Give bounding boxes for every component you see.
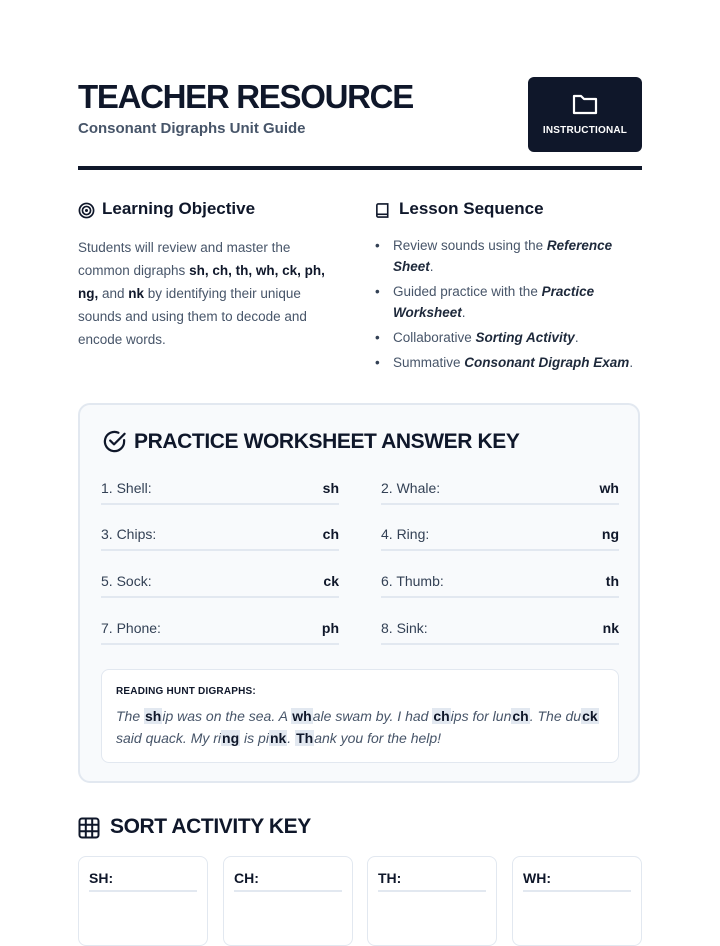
- answer-row: [101, 523, 339, 551]
- answer-value: wh: [599, 480, 619, 496]
- list-item: • Collaborative Sorting Activity.: [375, 327, 645, 348]
- digraph-highlight: ng: [222, 730, 240, 746]
- lesson-sequence-list: [375, 235, 645, 373]
- sort-column-divider: [234, 890, 342, 892]
- list-item: • Guided practice with the Practice Worksheet.: [375, 281, 645, 323]
- answer-key-card: [78, 403, 640, 783]
- answer-key-title: PRACTICE WORKSHEET ANSWER KEY: [134, 430, 520, 453]
- page-subtitle: Consonant Digraphs Unit Guide: [78, 120, 306, 137]
- answer-label: 2. Whale:: [381, 480, 441, 496]
- digraph-highlight: ck: [582, 708, 598, 724]
- list-item: • Review sounds using the Reference Sheet.: [375, 235, 645, 277]
- sort-column-th: [367, 856, 497, 946]
- page-title: TEACHER RESOURCE: [78, 78, 413, 115]
- sort-column-label: WH:: [523, 870, 551, 886]
- folder-icon: [571, 92, 599, 116]
- sort-column-sh: [78, 856, 208, 946]
- answer-row: [381, 477, 619, 505]
- answer-label: 6. Thumb:: [381, 573, 444, 589]
- digraph-highlight: Th: [296, 730, 314, 746]
- lesson-sequence-section: [375, 198, 643, 377]
- answer-value: ph: [321, 620, 339, 636]
- answer-label: 5. Sock:: [101, 573, 152, 589]
- answer-value: ch: [322, 526, 339, 542]
- answer-row: [381, 523, 619, 551]
- list-item: • Summative Consonant Digraph Exam.: [375, 352, 645, 373]
- answer-row: [101, 570, 339, 598]
- answer-label: 8. Sink:: [381, 620, 428, 636]
- grid-icon: [78, 817, 100, 839]
- answer-row: [101, 477, 339, 505]
- digraph-highlight: ch: [512, 708, 529, 724]
- answer-value: sh: [322, 480, 339, 496]
- sort-column-label: CH:: [234, 870, 259, 886]
- check-circle-icon: [102, 429, 127, 454]
- sort-column-wh: [512, 856, 642, 946]
- sort-column-label: SH:: [89, 870, 114, 886]
- answer-label: 1. Shell:: [101, 480, 152, 496]
- sort-column-ch: [223, 856, 353, 946]
- answer-row: [101, 617, 339, 645]
- digraph-highlight: wh: [292, 708, 312, 724]
- header: [78, 72, 642, 168]
- digraph-highlight: ch: [433, 708, 450, 724]
- answer-row: [381, 570, 619, 598]
- answer-label: 3. Chips:: [101, 526, 157, 542]
- sort-column-divider: [378, 890, 486, 892]
- answer-value: nk: [602, 620, 619, 636]
- answer-value: th: [605, 573, 619, 589]
- digraph-highlight: nk: [269, 730, 287, 746]
- book-icon: [375, 202, 391, 219]
- badge-label: INSTRUCTIONAL: [542, 125, 628, 136]
- instructional-badge: [528, 77, 642, 152]
- answer-label: 7. Phone:: [101, 620, 161, 636]
- digraph-highlight: sh: [145, 708, 162, 724]
- target-icon: [78, 202, 95, 219]
- reading-hunt-box: [101, 669, 619, 763]
- learning-objective-section: [78, 198, 346, 351]
- sort-column-divider: [89, 890, 197, 892]
- sequence-title: Lesson Sequence: [399, 199, 544, 218]
- answer-value: ng: [601, 526, 619, 542]
- objective-text: Students will review and master the common digraphs sh, ch, th, wh, ck, ph, ng, and nk by identifying their unique sounds and using them to decode and encode words.: [78, 240, 325, 347]
- sort-column-divider: [523, 890, 631, 892]
- answer-label: 4. Ring:: [381, 526, 430, 542]
- sort-column-label: TH:: [378, 870, 402, 886]
- reading-hunt-label: READING HUNT DIGRAPHS:: [116, 686, 256, 697]
- header-divider: [78, 166, 642, 170]
- objective-title: Learning Objective: [102, 199, 256, 218]
- reading-hunt-text: The ship was on the sea. A whale swam by. I had chips for lunch. The duck said quack. My ring is pink. Thank you for the help!: [116, 708, 598, 746]
- answer-row: [381, 617, 619, 645]
- answer-value: ck: [323, 573, 339, 589]
- sort-key-title: SORT ACTIVITY KEY: [110, 815, 311, 838]
